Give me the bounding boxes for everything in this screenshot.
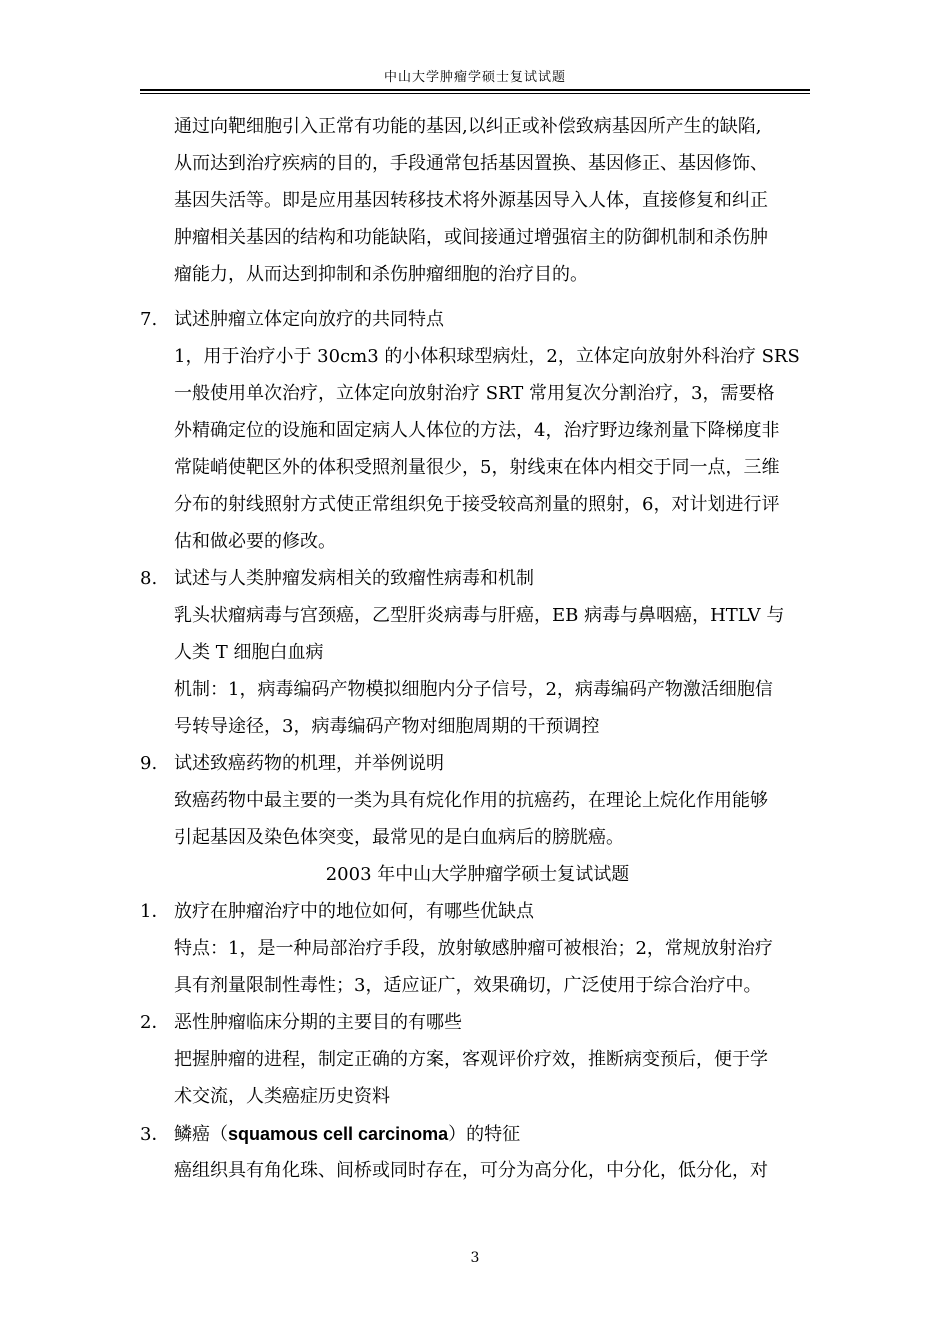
paragraph-line: 从而达到治疗疾病的目的，手段通常包括基因置换、基因修正、基因修饰、 — [174, 153, 768, 174]
answer-line: 估和做必要的修改。 — [174, 531, 336, 552]
question-s3 — [140, 1122, 520, 1147]
question-s1 — [140, 900, 534, 924]
latin-term: squamous cell carcinoma — [228, 1124, 449, 1144]
answer-line: 号转导途径，3，病毒编码产物对细胞周期的干预调控 — [174, 716, 600, 737]
answer-line: 术交流，人类癌症历史资料 — [174, 1086, 390, 1107]
answer-line: 把握肿瘤的进程，制定正确的方案，客观评价疗效，推断病变预后，便于学 — [174, 1049, 768, 1070]
question-9 — [140, 752, 444, 776]
answer-line: 具有剂量限制性毒性；3，适应证广，效果确切，广泛使用于综合治疗中。 — [174, 975, 762, 996]
question-7 — [140, 308, 444, 332]
answer-line: 引起基因及染色体突变，最常见的是白血病后的膀胱癌。 — [174, 827, 624, 848]
question-text: 放疗在肿瘤治疗中的地位如何，有哪些优缺点 — [174, 901, 534, 922]
question-number: 9. — [140, 753, 158, 774]
question-number: 8. — [140, 568, 158, 589]
question-s2 — [140, 1011, 462, 1035]
paragraph-line: 基因失活等。即是应用基因转移技术将外源基因导入人体，直接修复和纠正 — [174, 190, 768, 211]
page-header-title: 中山大学肿瘤学硕士复试试题 — [383, 70, 566, 85]
question-text: 恶性肿瘤临床分期的主要目的有哪些 — [174, 1012, 462, 1033]
question-text: 试述肿瘤立体定向放疗的共同特点 — [174, 309, 444, 330]
question-number: 3． — [140, 1124, 170, 1145]
answer-line: 乳头状瘤病毒与宫颈癌，乙型肝炎病毒与肝癌，EB 病毒与鼻咽癌，HTLV 与 — [174, 605, 785, 626]
answer-line: 一般使用单次治疗，立体定向放射治疗 SRT 常用复次分割治疗，3，需要格 — [174, 383, 775, 404]
page-number: 3 — [470, 1250, 480, 1266]
question-text-prefix: 鳞癌（ — [174, 1124, 228, 1145]
answer-line: 人类 T 细胞白血病 — [174, 642, 324, 663]
paragraph-line: 瘤能力，从而达到抑制和杀伤肿瘤细胞的治疗目的。 — [174, 264, 588, 285]
question-8 — [140, 567, 534, 591]
section-title: 2003 年中山大学肿瘤学硕士复试试题 — [325, 864, 630, 885]
header-rule-thin — [140, 93, 810, 94]
question-text-suffix: ）的特征 — [448, 1124, 521, 1145]
answer-line: 外精确定位的设施和固定病人人体位的方法，4，治疗野边缘剂量下降梯度非 — [174, 420, 780, 441]
paragraph-line: 通过向靶细胞引入正常有功能的基因,以纠正或补偿致病基因所产生的缺陷, — [174, 116, 762, 137]
question-number: 1． — [140, 901, 170, 922]
question-text: 试述致癌药物的机理，并举例说明 — [174, 753, 444, 774]
question-number: 2． — [140, 1012, 170, 1033]
answer-line: 特点：1，是一种局部治疗手段，放射敏感肿瘤可被根治；2，常规放射治疗 — [174, 938, 773, 959]
question-text: 试述与人类肿瘤发病相关的致瘤性病毒和机制 — [174, 568, 534, 589]
answer-line: 常陡峭使靶区外的体积受照剂量很少，5，射线束在体内相交于同一点，三维 — [174, 457, 780, 478]
answer-line: 机制：1，病毒编码产物模拟细胞内分子信号，2，病毒编码产物激活细胞信 — [174, 679, 773, 700]
header-rule — [140, 89, 810, 91]
answer-line: 癌组织具有角化珠、间桥或同时存在，可分为高分化，中分化，低分化，对 — [174, 1160, 768, 1181]
question-number: 7. — [140, 309, 158, 330]
answer-line: 分布的射线照射方式使正常组织免于接受较高剂量的照射，6，对计划进行评 — [174, 494, 780, 515]
paragraph-line: 肿瘤相关基因的结构和功能缺陷，或间接通过增强宿主的防御机制和杀伤肿 — [174, 227, 768, 248]
answer-line: 1，用于治疗小于 30cm3 的小体积球型病灶，2，立体定向放射外科治疗 SRS — [174, 346, 800, 367]
answer-line: 致癌药物中最主要的一类为具有烷化作用的抗癌药，在理论上烷化作用能够 — [174, 790, 768, 811]
